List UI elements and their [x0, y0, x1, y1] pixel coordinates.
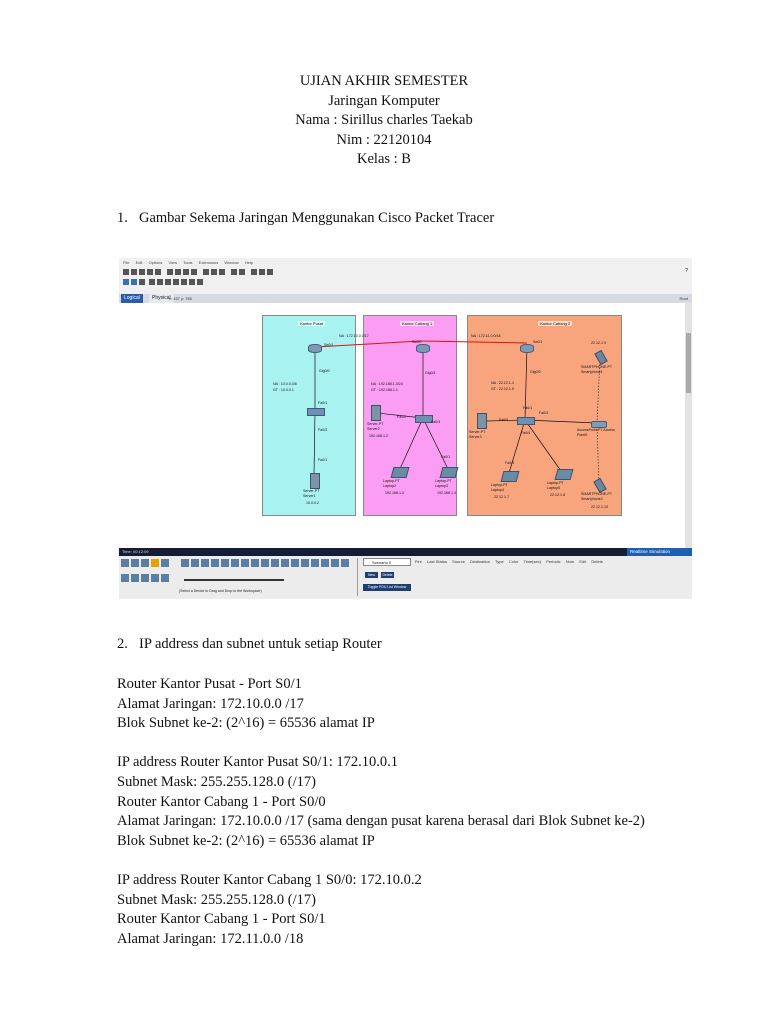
answer-line: Alamat Jaringan: 172.10.0.0 /17 (sama dengan pusat karena berasal dari Blok Subnet ke-2) [117, 813, 645, 830]
sim-time: Time: 00:12:09 [122, 549, 149, 554]
tab-logical[interactable]: Logical [121, 294, 143, 303]
device-13-icon[interactable] [301, 559, 309, 567]
server1[interactable] [310, 473, 320, 489]
palette-icon [231, 269, 237, 275]
wizard-icon [155, 269, 161, 275]
pt-menu-options: Options [148, 260, 163, 265]
device-16-icon[interactable] [331, 559, 339, 567]
switch-cabang2[interactable] [517, 417, 535, 425]
answer-line: Subnet Mask: 255.255.128.0 (/17) [117, 773, 316, 790]
pt-toolbar-1 [119, 268, 692, 277]
cab2-gt: GT : 22.12.1.5 [491, 387, 514, 391]
resize-icon [139, 279, 145, 285]
pdu-col-type: Type [495, 559, 504, 564]
blank-line [117, 851, 645, 871]
laptop3[interactable] [440, 467, 459, 478]
pdu-col-delete: Delete [591, 559, 603, 564]
subcategory-3-icon[interactable] [141, 574, 149, 582]
device-6-icon[interactable] [231, 559, 239, 567]
network-info-icon [267, 269, 273, 275]
category-misc-icon[interactable] [161, 559, 169, 567]
laptop4-ip: 22.12.1.7 [494, 495, 509, 499]
pusat-na: NA : 10.0.0.0/8 [273, 382, 297, 386]
custom-device-icon [239, 269, 245, 275]
zoom-reset-icon [211, 269, 217, 275]
question-2-text: IP address dan subnet untuk setiap Router [139, 636, 382, 652]
smartphone2-ip: 22.12.1.10 [591, 505, 608, 509]
workspace-coords: x: 457 y: 765 [169, 296, 192, 301]
server1-port: Fa0/1 [318, 458, 328, 462]
switch-cab1-port2: Fa0/4 [431, 420, 441, 424]
cab2-na: NA : 22.12.1.4 [491, 381, 514, 385]
new-scenario-button[interactable]: New [365, 572, 378, 578]
device-scrollbar[interactable] [184, 579, 284, 581]
server1-label: Server-PT Server1 [303, 489, 320, 498]
router-cab2-port: Se0/1 [533, 340, 543, 344]
realtime-label: Realtime [630, 549, 648, 554]
pdu-col-last-status: Last Status [427, 559, 448, 564]
server2-ip: 192.168.1.2 [369, 434, 388, 438]
answer-body [117, 675, 645, 949]
zoom-out-icon [219, 269, 225, 275]
device-panel [119, 556, 692, 599]
router-cab2-gig: Gig0/0 [530, 370, 541, 374]
smartphone2-label: SMARTPHONE-PT Smartphone2 [581, 492, 613, 501]
subcategory-5-icon[interactable] [161, 574, 169, 582]
realtime-mode[interactable] [627, 548, 692, 556]
laptop4[interactable] [501, 471, 520, 482]
cab1-na: NA : 192.168.1.0/24 [371, 382, 403, 386]
pt-menu-view: View [168, 260, 178, 265]
packet-tracer-screenshot [119, 258, 692, 599]
subcategory-4-icon[interactable] [151, 574, 159, 582]
answer-line: Blok Subnet ke-2: (2^16) = 65536 alamat IP [117, 832, 375, 849]
device-8-icon[interactable] [251, 559, 259, 567]
redo-icon [191, 269, 197, 275]
device-17-icon[interactable] [341, 559, 349, 567]
freeform-icon [181, 279, 187, 285]
time-bar [119, 548, 692, 556]
laptop5-ip: 22.12.1.8 [550, 493, 565, 497]
device-14-icon[interactable] [311, 559, 319, 567]
laptop2[interactable] [391, 467, 410, 478]
router-pusat-gig: Gig0/0 [319, 369, 330, 373]
question-1-text: Gambar Sekema Jaringan Menggunakan Cisco Packet Tracer [139, 210, 495, 226]
laptop5-label: Laptop-PT Laptop5 [547, 481, 564, 490]
zone-label-cabang1: Kantor Cabang 1 [402, 321, 433, 326]
ellipse-icon [173, 279, 179, 285]
device-9-icon[interactable] [261, 559, 269, 567]
category-components-icon[interactable] [141, 559, 149, 567]
question-2-number: 2. [117, 636, 128, 652]
device-1-icon[interactable] [181, 559, 189, 567]
rectangle-icon [165, 279, 171, 285]
device-15-icon[interactable] [321, 559, 329, 567]
root-label: Root [679, 296, 688, 301]
server2[interactable] [371, 405, 381, 421]
inspect-icon [131, 279, 137, 285]
scenario-select[interactable]: Scenario 0 [363, 558, 411, 566]
logical-workspace[interactable] [119, 303, 685, 548]
router-cabang2[interactable] [520, 344, 534, 353]
laptop2-ip: 192.168.1.3 [385, 491, 404, 495]
open-icon [131, 269, 137, 275]
paste-icon [175, 269, 181, 275]
smartphone1-label: SMARTPHONE-PT Smartphone1 [581, 365, 613, 374]
document-header [0, 72, 768, 170]
laptop2-label: Laptop-PT Laptop2 [383, 479, 400, 488]
simple-pdu-icon [189, 279, 195, 285]
simulation-label[interactable]: Simulation [649, 549, 671, 554]
switch-cab2-port4: Fa0/4 [521, 431, 531, 435]
scenario-panel [363, 558, 411, 596]
answer-line: Blok Subnet ke-2: (2^16) = 65536 alamat IP [117, 715, 375, 732]
answer-line: Alamat Jaringan: 172.11.0.0 /18 [117, 930, 304, 947]
laptop4-label: Laptop-PT Laptop4 [491, 483, 508, 492]
exam-title: UJIAN AKHIR SEMESTER [299, 73, 469, 89]
tab-physical[interactable]: Physical [149, 294, 174, 303]
print-icon [147, 269, 153, 275]
question-1 [117, 210, 494, 227]
pt-menu-file: File [123, 260, 130, 265]
complex-pdu-icon [197, 279, 203, 285]
subcategory-1-icon[interactable] [121, 574, 129, 582]
student-nim: Nim : 22120104 [336, 131, 432, 148]
subcategory-2-icon[interactable] [131, 574, 139, 582]
line-icon [157, 279, 163, 285]
category-end-devices-icon[interactable] [131, 559, 139, 567]
pusat-gt: GT : 10.0.0.1 [273, 388, 294, 392]
access-point[interactable] [591, 421, 607, 428]
switch-cab2-port2: Fa0/3 [539, 411, 549, 415]
panel-divider [357, 558, 358, 596]
undo-icon [183, 269, 189, 275]
delete-scenario-button[interactable]: Delete [382, 573, 393, 577]
pt-menu-edit: Edit [135, 260, 143, 265]
workspace-scrollbar[interactable] [685, 303, 692, 548]
pdu-col-color: Color [508, 559, 519, 564]
ap-label: AccessPoint-PT Access Point0 [577, 428, 615, 437]
device-7-icon[interactable] [241, 559, 249, 567]
device-10-icon[interactable] [271, 559, 279, 567]
switch-pusat-port: Fa0/1 [318, 401, 328, 405]
switch-pusat-port2: Fa0/2 [318, 428, 328, 432]
device-4-icon[interactable] [211, 559, 219, 567]
new-icon [123, 269, 129, 275]
activity-icon [259, 269, 265, 275]
pt-toolbar-2 [119, 278, 692, 287]
pt-menu-window: Window [224, 260, 239, 265]
server2-label: Server-PT Server2 [367, 422, 384, 431]
device-3-icon[interactable] [201, 559, 209, 567]
pdu-list-header [415, 559, 607, 564]
device-12-icon[interactable] [291, 559, 299, 567]
course-name: Jaringan Komputer [328, 92, 440, 109]
device-11-icon[interactable] [281, 559, 289, 567]
server1-ip: 10.0.0.2 [306, 501, 319, 505]
answer-line: Router Kantor Pusat - Port S0/1 [117, 676, 302, 692]
student-class: Kelas : B [357, 151, 411, 167]
zone-label-cabang2: Kantor Cabang 2 [540, 321, 571, 326]
router-pusat-port: Se0/1 [324, 343, 334, 347]
pdu-col-periodic: Periodic [546, 559, 561, 564]
toggle-pdu-list-button[interactable]: Toggle PDU List Window [363, 584, 411, 591]
zoom-in-icon [203, 269, 209, 275]
question-2 [117, 636, 382, 653]
device-hint: (Select a Device to Drag and Drop to the Workspace) [179, 589, 262, 593]
link-label-1: NA : 172.10.0.0/17 [339, 334, 369, 338]
pt-menu-extensions: Extensions [198, 260, 219, 265]
pt-menubar [119, 258, 692, 267]
switch-cab2-port: Fa0/1 [523, 406, 533, 410]
server3-label: Server-PT Server3 [469, 430, 486, 439]
cab1-gt: GT : 192.168.1.1 [371, 388, 398, 392]
laptop5[interactable] [555, 469, 574, 480]
copy-icon [167, 269, 173, 275]
answer-line: IP address Router Kantor Cabang 1 S0/0: 172.10.0.2 [117, 871, 422, 888]
router-pusat[interactable] [308, 344, 322, 353]
pdu-icon [251, 269, 257, 275]
device-2-icon[interactable] [191, 559, 199, 567]
laptop3-label: Laptop-PT Laptop3 [435, 479, 452, 488]
zone-label-pusat: Kantor Pusat [300, 321, 324, 326]
pdu-col-source: Source [452, 559, 465, 564]
pdu-col-num: Num [565, 559, 575, 564]
server3[interactable] [477, 413, 487, 429]
laptop3-port: Fa0/1 [441, 455, 451, 459]
answer-line: Alamat Jaringan: 172.10.0.0 /17 [117, 695, 304, 712]
router-cab1-port: Se0/0 [412, 340, 422, 344]
select-icon [123, 279, 129, 285]
pdu-col-fire: Fire [415, 559, 422, 564]
laptop4-port: Fa0/1 [505, 461, 515, 465]
switch-pusat[interactable] [307, 408, 325, 416]
pdu-col-destination: Destination [469, 559, 490, 564]
category-network-icon[interactable] [121, 559, 129, 567]
pt-menu-tools: Tools [183, 260, 193, 265]
category-connections-icon[interactable] [151, 559, 159, 567]
help-icon: ? [685, 268, 688, 274]
device-5-icon[interactable] [221, 559, 229, 567]
pt-tab-row [119, 294, 692, 303]
answer-line: IP address Router Kantor Pusat S0/1: 172.10.0.1 [117, 754, 398, 771]
pdu-col-time: Time(sec) [523, 559, 542, 564]
pt-menu-help: Help [244, 260, 253, 265]
switch-cab1-port: Fa0/2 [397, 415, 407, 419]
router-cabang1[interactable] [416, 344, 430, 353]
switch-cab2-port3: Fa0/2 [499, 418, 509, 422]
note-icon [149, 279, 155, 285]
laptop3-ip: 192.168.1.4 [437, 491, 456, 495]
blank-line [117, 734, 645, 754]
question-1-number: 1. [117, 210, 128, 226]
link-label-2: NA : 172.11.0.0/18 [471, 334, 501, 338]
save-icon [139, 269, 145, 275]
router-cab1-gig: Gig0/1 [425, 371, 436, 375]
answer-line: Router Kantor Cabang 1 - Port S0/0 [117, 793, 326, 810]
pdu-col-edit: Edit [579, 559, 587, 564]
answer-line: Router Kantor Cabang 1 - Port S0/1 [117, 911, 326, 928]
student-name: Nama : Sirillus charles Taekab [295, 112, 473, 128]
answer-line: Subnet Mask: 255.255.128.0 (/17) [117, 891, 316, 908]
smartphone1-ip: 22.12.1.9 [591, 341, 606, 345]
